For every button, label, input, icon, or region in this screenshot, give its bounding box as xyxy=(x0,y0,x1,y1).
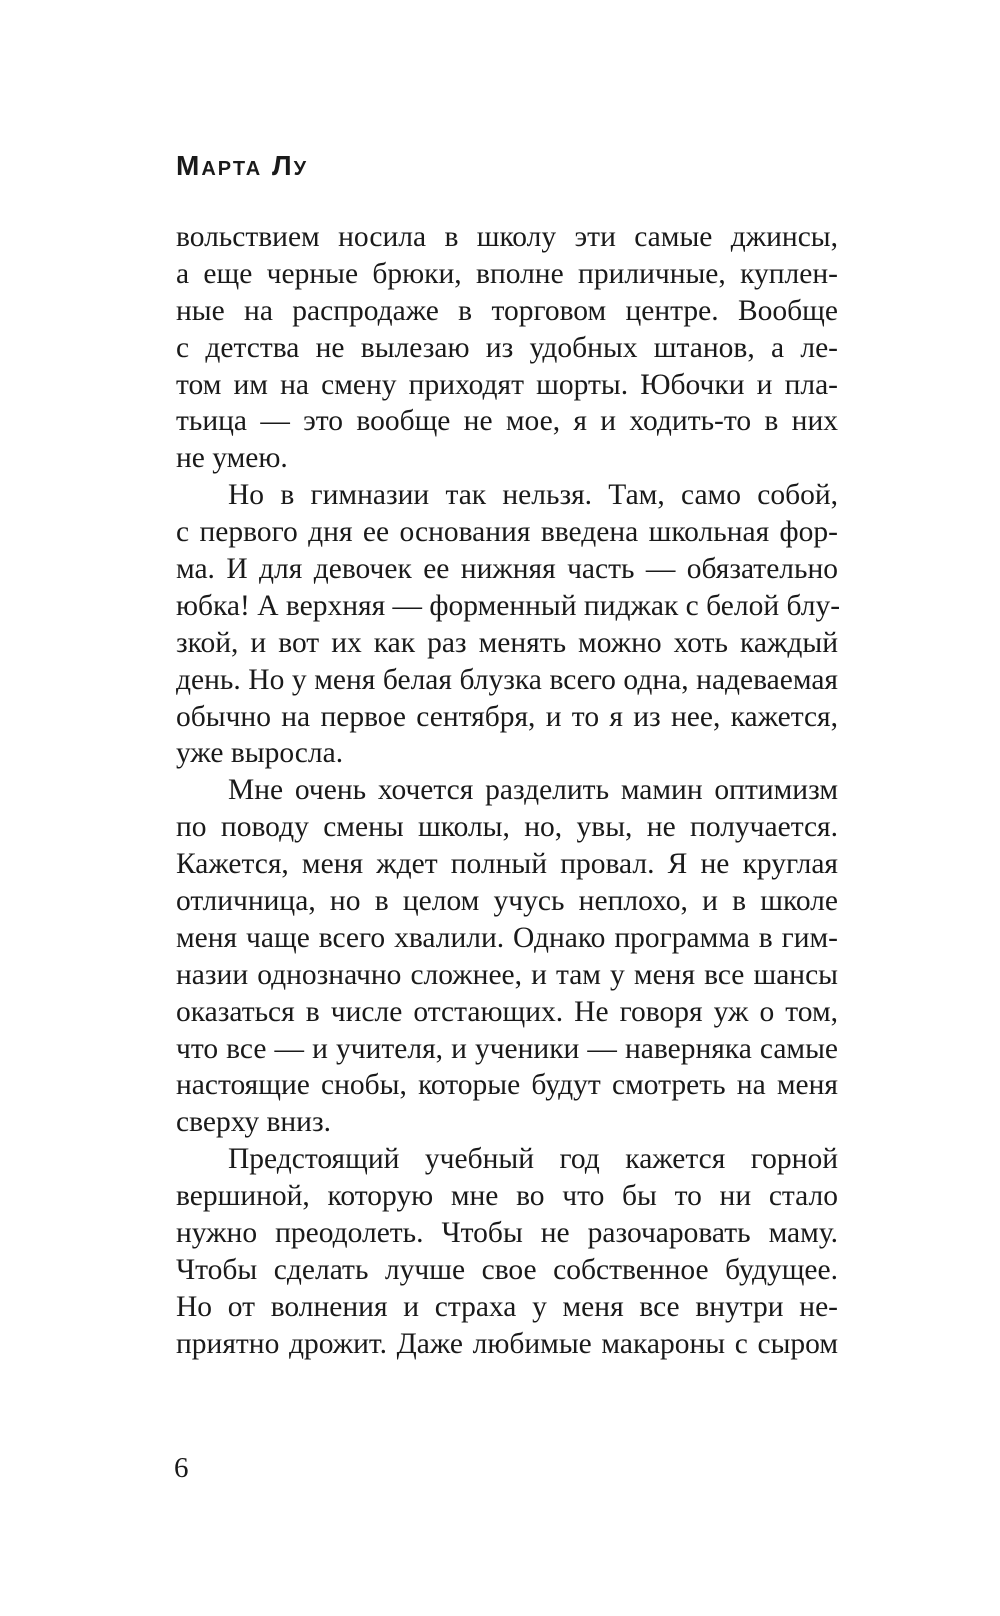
text-line: ные на распродаже в торговом центре. Вообще xyxy=(176,294,838,327)
page-number: 6 xyxy=(174,1452,189,1484)
text-line: оказаться в числе отстающих. Не говоря уж о том, xyxy=(176,995,838,1028)
text-line: вершиной, которую мне во что бы то ни стало xyxy=(176,1180,838,1213)
text-line: что все — и учителя, и ученики — наверняка самые xyxy=(176,1032,838,1065)
text-line: Кажется, меня ждет полный провал. Я не круглая xyxy=(176,848,838,881)
text-line: тьица — это вообще не мое, я и ходить-то в них xyxy=(176,405,838,438)
text-line: отличница, но в целом учусь неплохо, и в школе xyxy=(176,885,838,918)
text-line: Но в гимназии так нельзя. Там, само собой, xyxy=(228,479,838,512)
text-line: Предстоящий учебный год кажется горной xyxy=(228,1143,838,1176)
text-line: по поводу смены школы, но, увы, не получается. xyxy=(176,811,838,844)
text-line: том им на смену приходят шорты. Юбочки и пла- xyxy=(176,368,838,401)
body-text xyxy=(176,219,841,1363)
text-line: Но от волнения и страха у меня все внутри не- xyxy=(176,1290,838,1323)
text-line: юбка! А верхняя — форменный пиджак с белой блу- xyxy=(176,589,841,622)
paragraph xyxy=(176,1141,838,1362)
text-line: Мне очень хочется разделить мамин оптимизм xyxy=(228,774,838,807)
text-line: зкой, и вот их как раз менять можно хоть каждый xyxy=(176,626,838,659)
text-line: с первого дня ее основания введена школьная фор- xyxy=(176,516,838,549)
text-line: ма. И для девочек ее нижняя часть — обязательно xyxy=(176,553,838,586)
text-line: вольствием носила в школу эти самые джинсы, xyxy=(176,221,838,253)
text-line: день. Но у меня белая блузка всего одна, надеваемая xyxy=(176,663,838,696)
text-line: Чтобы сделать лучше свое собственное будущее. xyxy=(176,1253,838,1286)
text-line: сверху вниз. xyxy=(176,1106,331,1139)
text-line: не умею. xyxy=(176,442,288,475)
text-line: а еще черные брюки, вполне приличные, куплен- xyxy=(176,257,838,290)
text-line: настоящие снобы, которые будут смотреть на меня xyxy=(176,1069,838,1102)
running-head: Марта Лу xyxy=(176,150,309,181)
text-line: назии однозначно сложнее, и там у меня все шансы xyxy=(176,958,838,991)
paragraph xyxy=(176,772,838,1141)
text-line: приятно дрожит. Даже любимые макароны с сыром xyxy=(176,1327,838,1360)
text-line: обычно на первое сентября, и то я из нее, кажется, xyxy=(176,700,838,733)
paragraph xyxy=(176,219,838,477)
text-line: с детства не вылезаю из удобных штанов, а ле- xyxy=(176,331,838,364)
text-line: нужно преодолеть. Чтобы не разочаровать маму. xyxy=(176,1217,838,1250)
paragraph xyxy=(176,477,841,772)
text-line: меня чаще всего хвалили. Однако программа в гим- xyxy=(176,921,838,954)
text-line: уже выросла. xyxy=(176,737,344,770)
